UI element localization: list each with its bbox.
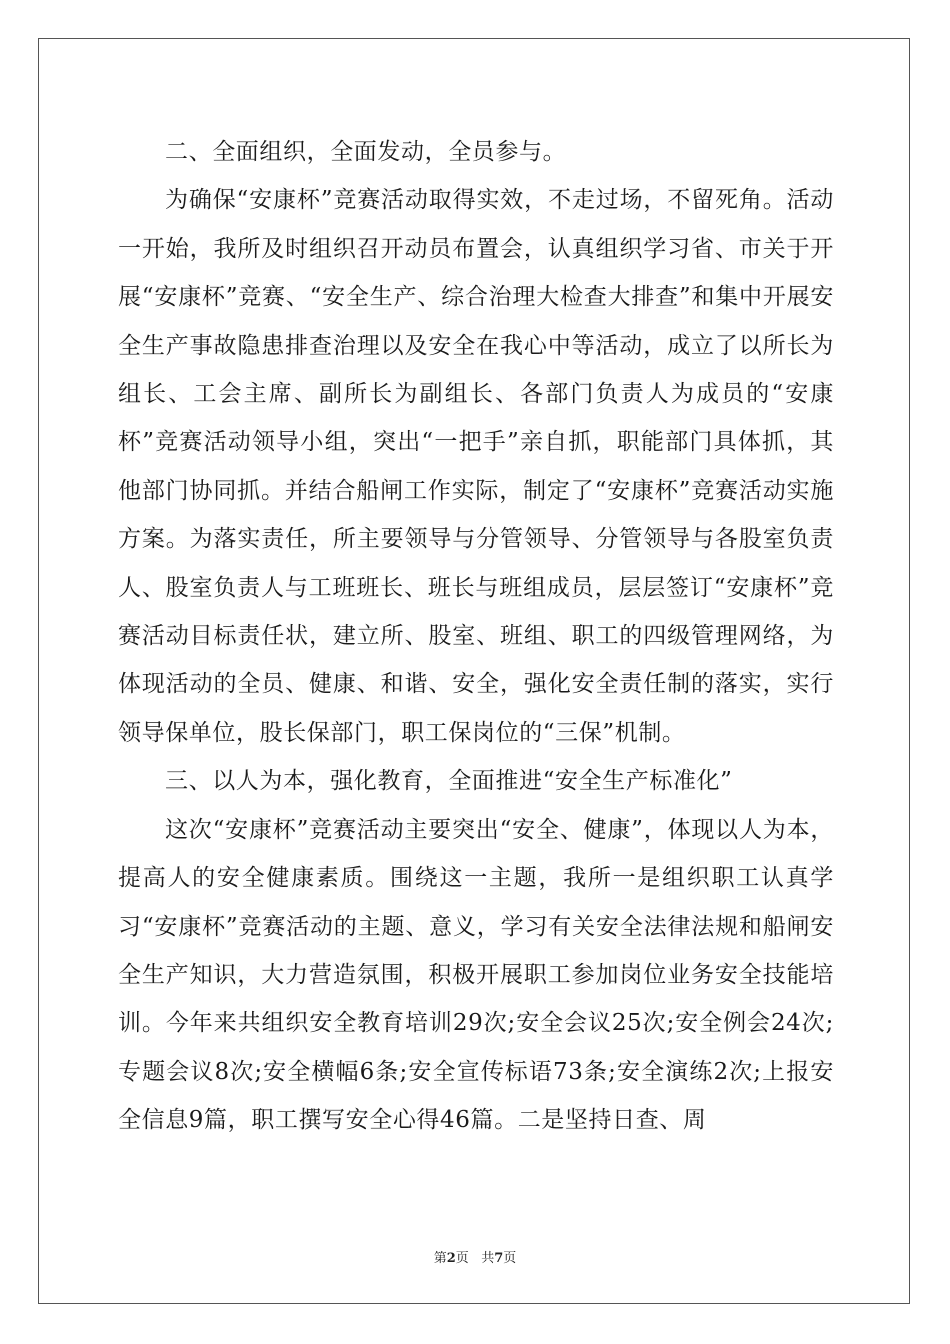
body-paragraph-1: 为确保“安康杯”竞赛活动取得实效，不走过场，不留死角。活动一开始，我所及时组织召开动员布置会，认真组织学习省、市关于开展“安康杯”竞赛、“安全生产、综合治理大检查大排查”和集中开展安全生产事故隐患排查治理以及安全在我心中等活动，成立了以所长为组长、工会主席、副所长为副组长、各部门负责人为成员的“安康杯”竞赛活动领导小组，突出“一把手”亲自抓，职能部门具体抓，其他部门协同抓。并结合船闸工作实际，制定了“安康杯”竞赛活动实施方案。为落实责任，所主要领导与分管领导、分管领导与各股室负责人、股室负责人与工班班长、班长与班组成员，层层签订“安康杯”竞赛活动目标责任状，建立所、股室、班组、职工的四级管理网络，为体现活动的全员、健康、和谐、安全，强化安全责任制的落实，实行领导保单位，股长保部门，职工保岗位的“三保”机制。 (118, 187, 834, 746)
total-suffix: 页 (503, 1251, 517, 1266)
section-heading-3: 三、以人为本，强化教育，全面推进“安全生产标准化” (165, 768, 733, 795)
page-prefix: 第 (433, 1251, 447, 1266)
section-heading-2: 二、全面组织，全面发动，全员参与。 (165, 139, 567, 165)
page-suffix: 页 (455, 1251, 469, 1266)
document-body (118, 128, 834, 1145)
total-prefix: 共 (481, 1251, 495, 1266)
current-page-number: 2 (446, 1251, 456, 1266)
total-pages-number: 7 (494, 1251, 504, 1266)
body-paragraph-2: 这次“安康杯”竞赛活动主要突出“安全、健康”，体现以人为本，提高人的安全健康素质。围绕这一主题，我所一是组织职工认真学习“安康杯”竞赛活动的主题、意义，学习有关安全法律法规和船闸安全生产知识，大力营造氛围，积极开展职工参加岗位业务安全技能培训。今年来共组织安全教育培训29次;安全会议25次;安全例会24次;专题会议8次;安全横幅6条;安全宣传标语73条;安全演练2次;上报安全信息9篇，职工撰写安全心得46篇。二是坚持日查、周 (118, 816, 834, 1134)
page-footer (0, 1247, 950, 1266)
